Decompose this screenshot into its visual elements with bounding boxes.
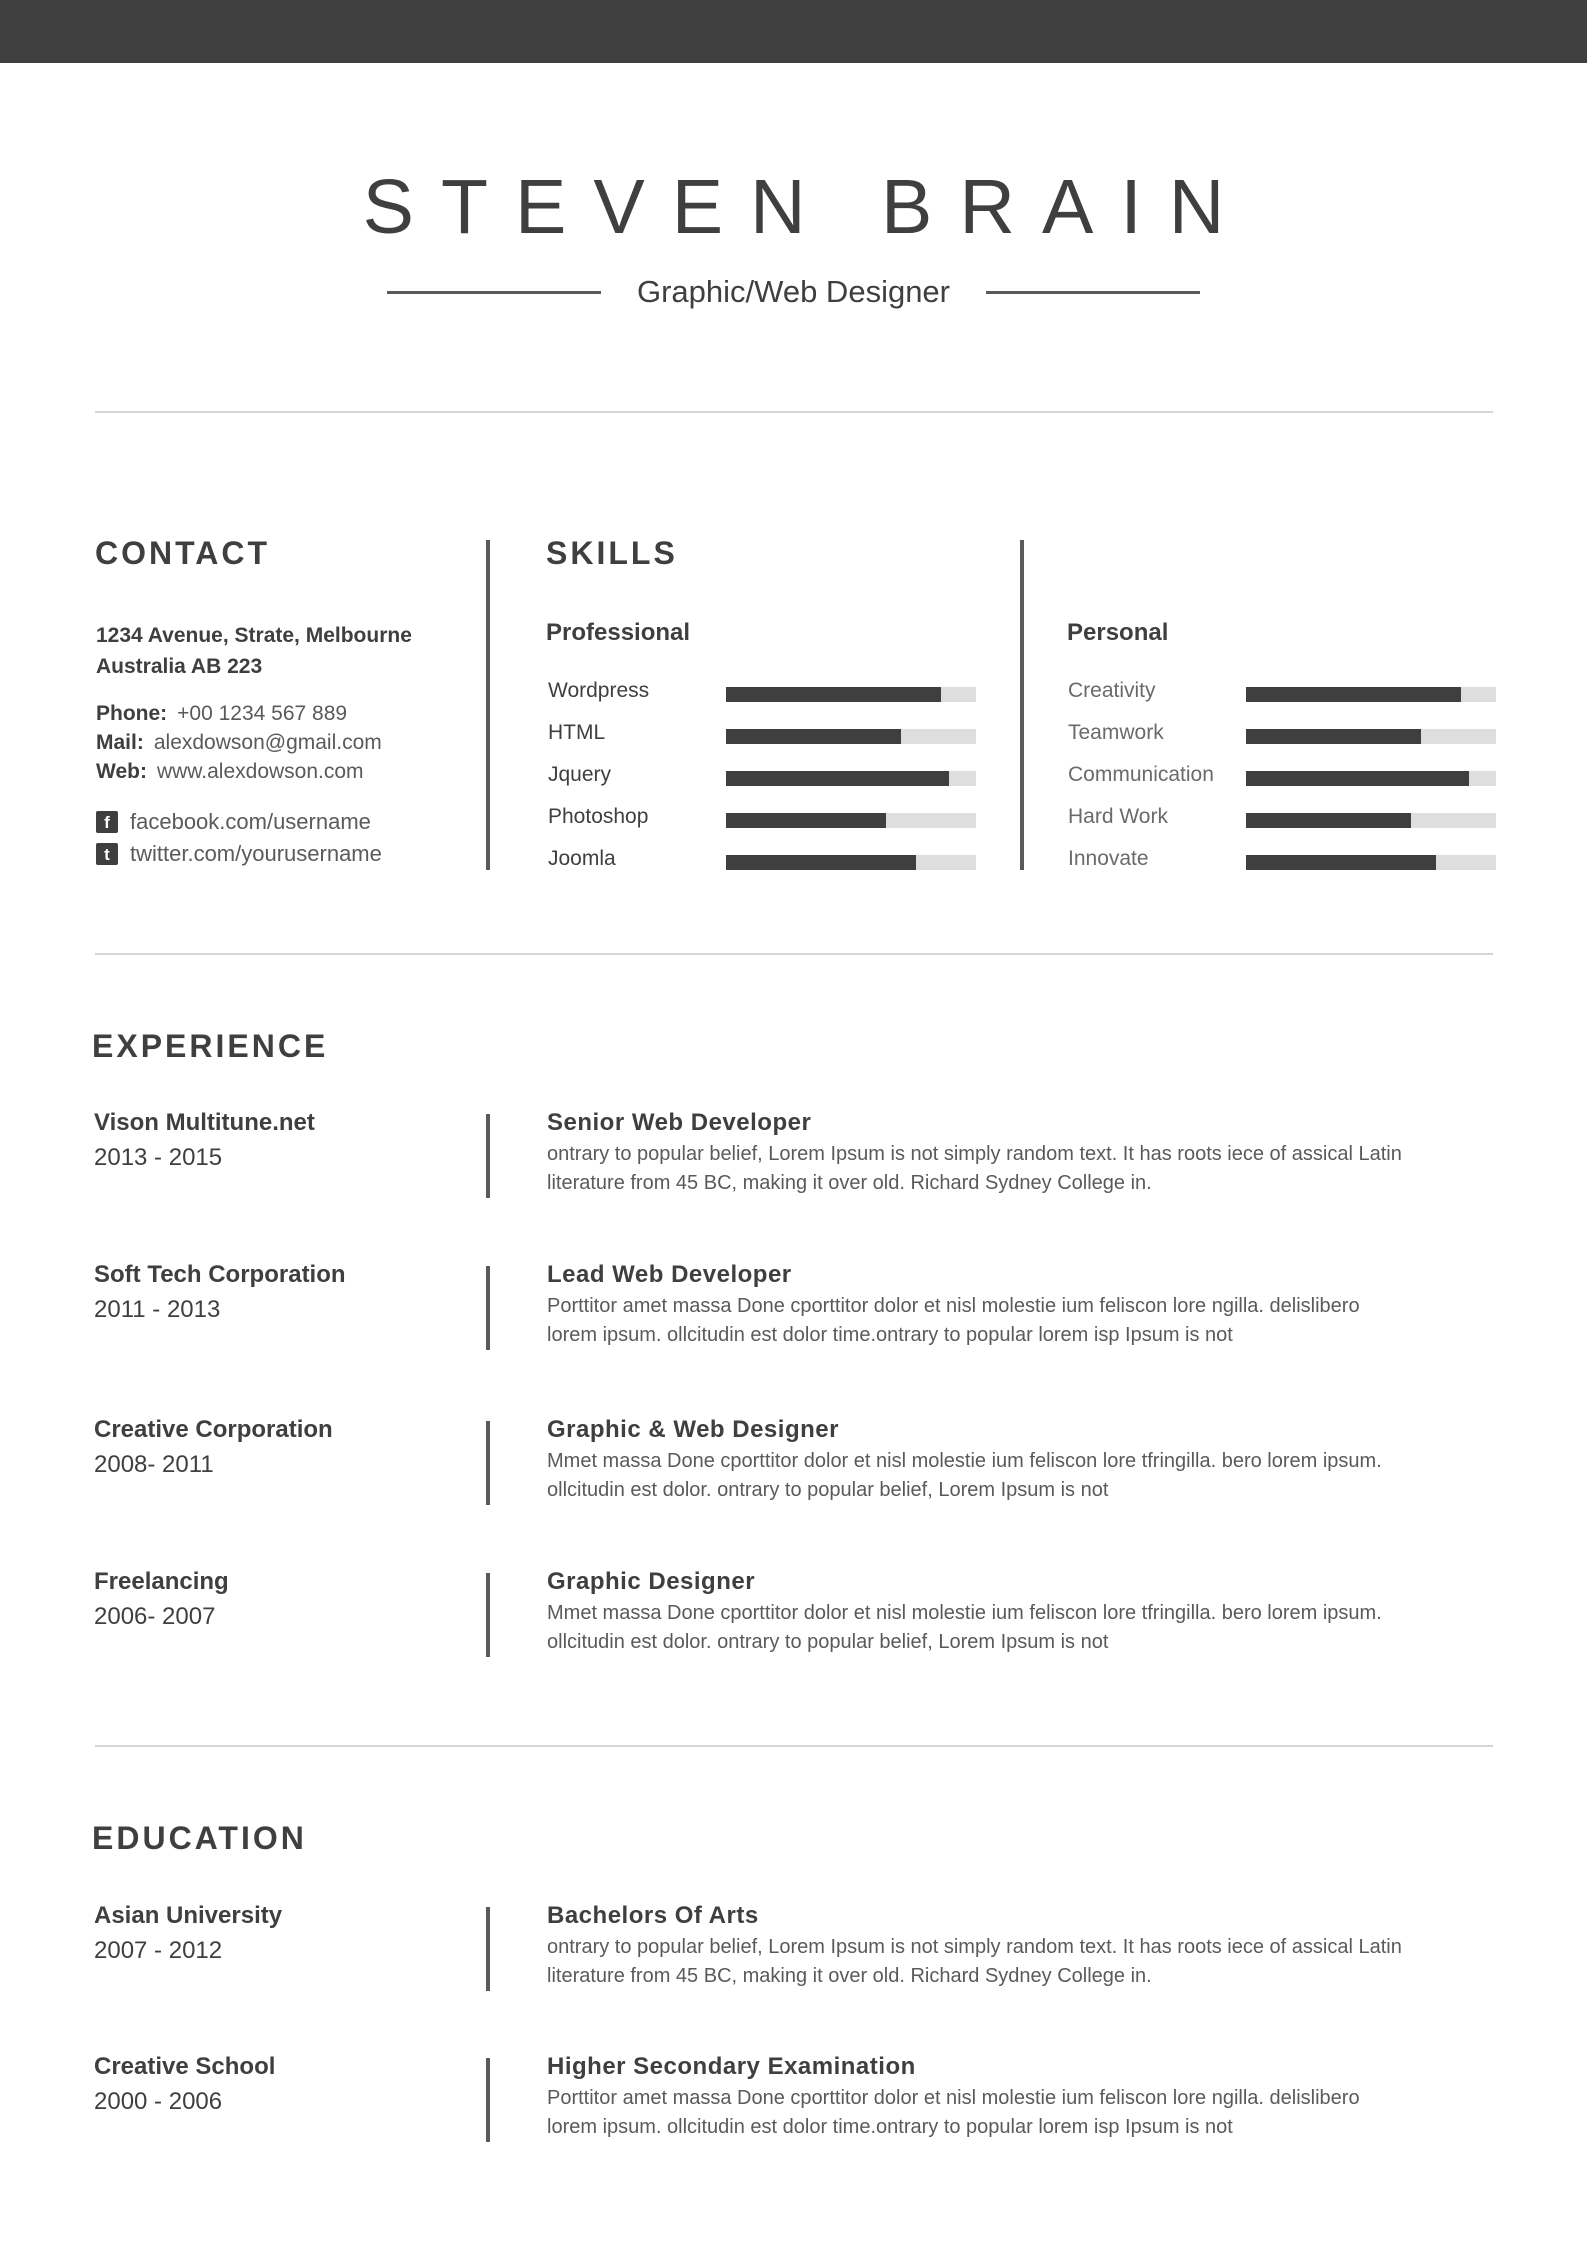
skill-label: Joomla (548, 847, 616, 870)
professional-heading: Professional (546, 619, 691, 646)
skill-label: Jquery (548, 763, 612, 786)
contact-skills-divider (486, 540, 490, 870)
skill-bar-fill (1246, 687, 1461, 702)
entry-description (547, 1140, 1497, 1198)
web-label: Web: (96, 760, 147, 783)
description-line: ontrary to popular belief, Lorem Ipsum is not simply random text. It has roots iece of assical Latin (547, 1936, 1402, 1958)
skill-bar-fill (726, 687, 941, 702)
description-line: Porttitor amet massa Done cporttitor dolor et nisl molestie ium feliscon lore ngilla. delislibero (547, 2087, 1360, 2109)
experience-heading: EXPERIENCE (92, 1028, 329, 1064)
education-entry-org (94, 2050, 474, 2120)
facebook-text: facebook.com/username (130, 809, 371, 834)
facebook-icon: f (96, 811, 118, 833)
experience-entry-org (94, 1106, 474, 1176)
description-line: ollcitudin est dolor. ontrary to popular belief, Lorem Ipsum is not (547, 1631, 1109, 1653)
role-divider-left (387, 291, 601, 294)
social-links (96, 806, 476, 870)
mail-row (96, 728, 476, 757)
entry-divider (486, 1266, 490, 1350)
description-line: lorem ipsum. ollcitudin est dolor time.ontrary to popular lorem isp Ipsum is not (547, 1324, 1233, 1346)
skill-row (1068, 676, 1498, 718)
position-title: Lead Web Developer (547, 1261, 792, 1288)
skill-bar-fill (726, 729, 901, 744)
skill-bar-track (1246, 729, 1496, 744)
mail-label: Mail: (96, 731, 144, 754)
position-title: Graphic & Web Designer (547, 1416, 839, 1443)
skill-bar-fill (726, 771, 949, 786)
description-line: ontrary to popular belief, Lorem Ipsum is not simply random text. It has roots iece of assical Latin (547, 1143, 1402, 1165)
organization-name: Soft Tech Corporation (94, 1261, 346, 1288)
description-line: lorem ipsum. ollcitudin est dolor time.ontrary to popular lorem isp Ipsum is not (547, 2116, 1233, 2138)
description-line: ollcitudin est dolor. ontrary to popular belief, Lorem Ipsum is not (547, 1479, 1109, 1501)
organization-name: Creative School (94, 2053, 276, 2080)
address-line: 1234 Avenue, Strate, Melbourne (96, 624, 412, 647)
experience-entry-detail (547, 1413, 1497, 1505)
professional-skills (548, 676, 978, 886)
skill-bar-track (1246, 813, 1496, 828)
skill-bar-track (726, 771, 976, 786)
skill-bar-fill (1246, 729, 1421, 744)
skill-label: Wordpress (548, 679, 650, 702)
skills-divider (1020, 540, 1024, 870)
personal-skills (1068, 676, 1498, 886)
experience-entry-org (94, 1258, 474, 1328)
resume-name: STEVEN BRAIN (362, 164, 1252, 250)
skill-row (1068, 718, 1498, 760)
experience-entry-org (94, 1413, 474, 1483)
skill-label: Hard Work (1068, 805, 1168, 828)
contact-heading: CONTACT (95, 535, 271, 571)
education-entry-detail (547, 1899, 1497, 1991)
role-divider-right (986, 291, 1200, 294)
skill-bar-fill (1246, 771, 1469, 786)
entry-description (547, 1599, 1497, 1657)
skill-bar-track (1246, 771, 1496, 786)
role-title: Graphic/Web Designer (636, 274, 950, 309)
skill-label: Innovate (1068, 847, 1149, 870)
skill-bar-track (726, 687, 976, 702)
skill-row (1068, 844, 1498, 886)
phone-value: +00 1234 567 889 (177, 702, 348, 725)
position-title: Bachelors Of Arts (547, 1902, 759, 1929)
description-line: Mmet massa Done cporttitor dolor et nisl molestie ium feliscon lore tfringilla. bero lorem ipsum. (547, 1602, 1382, 1624)
skills-heading: SKILLS (546, 535, 678, 571)
entry-description (547, 1447, 1497, 1505)
top-bar (0, 0, 1587, 63)
date-range: 2000 - 2006 (94, 2088, 223, 2115)
organization-name: Creative Corporation (94, 1416, 333, 1443)
mail-value[interactable]: alexdowson@gmail.com (153, 731, 382, 754)
skill-row (548, 844, 978, 886)
description-line: Porttitor amet massa Done cporttitor dolor et nisl molestie ium feliscon lore ngilla. delislibero (547, 1295, 1360, 1317)
web-value[interactable]: www.alexdowson.com (156, 760, 364, 783)
entry-description (547, 1933, 1497, 1991)
divider (95, 411, 1493, 413)
position-title: Graphic Designer (547, 1568, 756, 1595)
entry-divider (486, 1573, 490, 1657)
entry-divider (486, 1421, 490, 1505)
experience-entry-detail (547, 1258, 1497, 1350)
description-line: literature from 45 BC, making it over old. Richard Sydney College in. (547, 1172, 1152, 1194)
skill-row (548, 760, 978, 802)
skill-row (548, 718, 978, 760)
date-range: 2008- 2011 (94, 1451, 214, 1478)
facebook-link[interactable] (96, 806, 476, 838)
entry-divider (486, 1907, 490, 1991)
education-entry-detail (547, 2050, 1497, 2142)
twitter-link[interactable] (96, 838, 476, 870)
address (96, 620, 476, 682)
experience-entry-detail (547, 1565, 1497, 1657)
education-entry-org (94, 1899, 474, 1969)
skill-bar-track (726, 729, 976, 744)
twitter-text: twitter.com/yourusername (130, 841, 382, 866)
divider (95, 953, 1493, 955)
entry-description (547, 2084, 1497, 2142)
skill-row (548, 676, 978, 718)
skill-label: Communication (1068, 763, 1214, 786)
skill-bar-track (1246, 687, 1496, 702)
skill-row (1068, 760, 1498, 802)
date-range: 2013 - 2015 (94, 1144, 223, 1171)
skill-bar-fill (1246, 855, 1436, 870)
skill-bar-track (726, 813, 976, 828)
date-range: 2011 - 2013 (94, 1296, 221, 1323)
skill-bar-track (1246, 855, 1496, 870)
description-line: literature from 45 BC, making it over old. Richard Sydney College in. (547, 1965, 1152, 1987)
divider (95, 1745, 1493, 1747)
position-title: Senior Web Developer (547, 1109, 812, 1136)
organization-name: Freelancing (94, 1568, 229, 1595)
personal-heading: Personal (1067, 619, 1169, 646)
skill-row (1068, 802, 1498, 844)
organization-name: Vison Multitune.net (94, 1109, 315, 1136)
entry-divider (486, 1114, 490, 1198)
description-line: Mmet massa Done cporttitor dolor et nisl molestie ium feliscon lore tfringilla. bero lorem ipsum. (547, 1450, 1382, 1472)
phone-label: Phone: (96, 702, 168, 725)
web-row (96, 757, 476, 786)
contact-block (96, 620, 476, 870)
entry-divider (486, 2058, 490, 2142)
position-title: Higher Secondary Examination (547, 2053, 916, 2080)
education-heading: EDUCATION (92, 1820, 307, 1856)
phone-row (96, 699, 476, 728)
date-range: 2007 - 2012 (94, 1937, 223, 1964)
skill-bar-track (726, 855, 976, 870)
twitter-icon: t (96, 843, 118, 865)
skill-bar-fill (1246, 813, 1411, 828)
experience-entry-org (94, 1565, 474, 1635)
skill-bar-fill (726, 855, 916, 870)
skill-label: HTML (548, 721, 606, 744)
organization-name: Asian University (94, 1902, 283, 1929)
skill-label: Photoshop (548, 805, 649, 828)
skill-row (548, 802, 978, 844)
skill-bar-fill (726, 813, 886, 828)
experience-entry-detail (547, 1106, 1497, 1198)
role-row (0, 270, 1587, 314)
date-range: 2006- 2007 (94, 1603, 216, 1630)
entry-description (547, 1292, 1497, 1350)
skill-label: Creativity (1068, 679, 1156, 702)
address-line: Australia AB 223 (96, 655, 263, 678)
skill-label: Teamwork (1068, 721, 1164, 744)
